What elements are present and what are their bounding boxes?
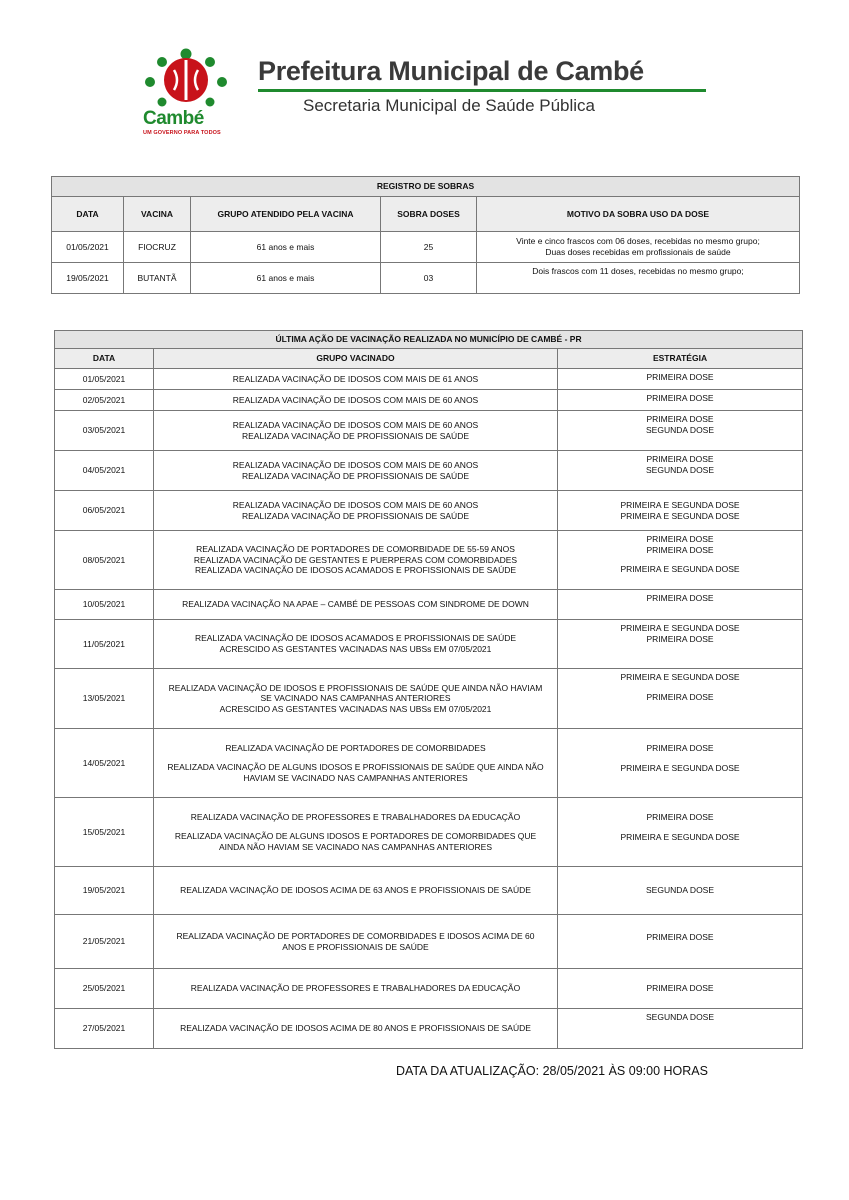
logo-slogan: UM GOVERNO PARA TODOS xyxy=(143,130,221,136)
line-spacer xyxy=(561,774,799,783)
cell-grupo xyxy=(154,390,558,411)
cell-data: 03/05/2021 xyxy=(55,411,154,451)
cell-line: ANOS E PROFISSIONAIS DE SAÚDE xyxy=(282,941,429,952)
cell-line: REALIZADA VACINAÇÃO DE IDOSOS COM MAIS DE 61 ANOS xyxy=(232,373,479,384)
cell-line: SEGUNDA DOSE xyxy=(646,885,715,896)
cell-line: PRIMEIRA DOSE xyxy=(646,414,714,424)
cell-grupo xyxy=(154,531,558,590)
cell-grupo: 61 anos e mais xyxy=(191,263,381,294)
logo-emblem-icon xyxy=(140,48,232,110)
cell-data: 19/05/2021 xyxy=(52,263,124,294)
cell-data: 21/05/2021 xyxy=(55,915,154,969)
title-divider xyxy=(258,89,706,92)
cell-data: 06/05/2021 xyxy=(55,491,154,531)
cell-line: Duas doses recebidas em profissionais de saúde xyxy=(545,247,731,257)
cell-line: REALIZADA VACINAÇÃO NA APAE – CAMBÉ DE PESSOAS COM SINDROME DE DOWN xyxy=(182,599,529,610)
table-row xyxy=(55,590,803,620)
cell-line: PRIMEIRA DOSE xyxy=(646,812,714,823)
cell-line: PRIMEIRA DOSE xyxy=(646,691,714,702)
line-spacer xyxy=(561,754,799,763)
cell-data: 04/05/2021 xyxy=(55,451,154,491)
acoes-vacinacao-table xyxy=(54,330,803,1049)
cell-estrategia xyxy=(558,867,803,915)
cell-data: 01/05/2021 xyxy=(55,369,154,390)
cell-estrategia xyxy=(558,669,803,729)
line-spacer xyxy=(157,753,554,762)
column-header: MOTIVO DA SOBRA USO DA DOSE xyxy=(477,197,800,232)
table-row xyxy=(55,620,803,669)
cell-line: REALIZADA VACINAÇÃO DE IDOSOS COM MAIS DE 60 ANOS xyxy=(232,499,479,510)
table-row xyxy=(55,369,803,390)
table-row xyxy=(55,390,803,411)
cell-line: PRIMEIRA E SEGUNDA DOSE xyxy=(620,623,740,633)
cell-line: PRIMEIRA DOSE xyxy=(646,454,714,464)
column-header: ESTRATÉGIA xyxy=(558,349,803,369)
line-spacer xyxy=(157,822,554,831)
registro-sobras-table xyxy=(51,176,800,294)
table-row xyxy=(55,867,803,915)
cell-line: PRIMEIRA DOSE xyxy=(646,593,714,603)
cell-line: REALIZADA VACINAÇÃO DE PROFESSORES E TRABALHADORES DA EDUCAÇÃO xyxy=(190,983,521,994)
cell-line: SE VACINADO NAS CAMPANHAS ANTERIORES xyxy=(260,693,451,704)
cell-line: AINDA NÃO HAVIAM SE VACINADO NAS CAMPANHAS ANTERIORES xyxy=(218,841,492,852)
cell-line: REALIZADA VACINAÇÃO DE PROFISSIONAIS DE SAÚDE xyxy=(241,510,470,521)
cell-data: 10/05/2021 xyxy=(55,590,154,620)
cell-estrategia xyxy=(558,620,803,669)
cell-line: REALIZADA VACINAÇÃO DE ALGUNS IDOSOS E PROFISSIONAIS DE SAÚDE QUE AINDA NÃO xyxy=(167,762,544,773)
line-spacer xyxy=(561,843,799,852)
cell-line: SEGUNDA DOSE xyxy=(646,1012,715,1022)
cell-grupo xyxy=(154,669,558,729)
cell-data: 11/05/2021 xyxy=(55,620,154,669)
cell-line: PRIMEIRA E SEGUNDA DOSE xyxy=(620,672,740,682)
cell-sobra: 25 xyxy=(381,232,477,263)
line-spacer xyxy=(561,683,799,692)
cell-line: REALIZADA VACINAÇÃO DE IDOSOS E PROFISSIONAIS DE SAÚDE QUE AINDA NÃO HAVIAM xyxy=(168,682,543,693)
cell-data: 08/05/2021 xyxy=(55,531,154,590)
table-row xyxy=(55,915,803,969)
cell-line: SEGUNDA DOSE xyxy=(646,464,715,475)
cell-line: REALIZADA VACINAÇÃO DE IDOSOS COM MAIS DE 60 ANOS xyxy=(232,419,479,430)
table-row xyxy=(55,729,803,798)
cell-line: PRIMEIRA DOSE xyxy=(646,534,714,544)
cell-line: REALIZADA VACINAÇÃO DE IDOSOS ACAMADOS E PROFISSIONAIS DE SAÚDE xyxy=(194,565,517,576)
table-row xyxy=(55,1009,803,1049)
cell-estrategia xyxy=(558,590,803,620)
column-header: GRUPO VACINADO xyxy=(154,349,558,369)
cell-line: ACRESCIDO AS GESTANTES VACINADAS NAS UBSs EM 07/05/2021 xyxy=(219,644,492,654)
cell-grupo xyxy=(154,411,558,451)
cell-line: Dois frascos com 11 doses, recebidas no mesmo grupo; xyxy=(532,266,744,276)
cell-sobra: 03 xyxy=(381,263,477,294)
table-row xyxy=(55,411,803,451)
cell-grupo xyxy=(154,915,558,969)
cell-line: PRIMEIRA DOSE xyxy=(646,372,714,382)
line-spacer xyxy=(561,823,799,832)
cell-grupo xyxy=(154,620,558,669)
cell-grupo xyxy=(154,798,558,867)
cell-data: 27/05/2021 xyxy=(55,1009,154,1049)
cell-estrategia xyxy=(558,915,803,969)
table-title: REGISTRO DE SOBRAS xyxy=(52,177,800,197)
line-spacer xyxy=(561,555,799,564)
cell-data: 19/05/2021 xyxy=(55,867,154,915)
cell-grupo xyxy=(154,969,558,1009)
cambe-logo xyxy=(140,48,232,140)
update-timestamp: DATA DA ATUALIZAÇÃO: 28/05/2021 ÀS 09:00 HORAS xyxy=(396,1064,708,1078)
table-title: ÚLTIMA AÇÃO DE VACINAÇÃO REALIZADA NO MUNICÍPIO DE CAMBÉ - PR xyxy=(55,331,803,349)
cell-grupo xyxy=(154,369,558,390)
cell-data: 14/05/2021 xyxy=(55,729,154,798)
column-header: VACINA xyxy=(124,197,191,232)
cell-line: REALIZADA VACINAÇÃO DE PROFESSORES E TRABALHADORES DA EDUCAÇÃO xyxy=(190,811,521,822)
table-row xyxy=(55,669,803,729)
page-header xyxy=(140,48,720,143)
cell-estrategia xyxy=(558,798,803,867)
cell-line: PRIMEIRA DOSE xyxy=(646,633,714,644)
table-row xyxy=(55,798,803,867)
cell-line: ACRESCIDO AS GESTANTES VACINADAS NAS UBSs EM 07/05/2021 xyxy=(219,703,492,714)
cell-line: REALIZADA VACINAÇÃO DE PORTADORES DE COMORBIDADES E IDOSOS ACIMA DE 60 xyxy=(176,930,535,941)
cell-line: PRIMEIRA DOSE xyxy=(646,931,714,942)
cell-line: REALIZADA VACINAÇÃO DE IDOSOS COM MAIS DE 60 ANOS xyxy=(232,459,479,470)
cell-estrategia xyxy=(558,531,803,590)
column-header: DATA xyxy=(55,349,154,369)
cell-estrategia xyxy=(558,1009,803,1049)
cell-line: Vinte e cinco frascos com 06 doses, recebidas no mesmo grupo; xyxy=(516,236,760,247)
cell-estrategia xyxy=(558,390,803,411)
cell-line: REALIZADA VACINAÇÃO DE IDOSOS ACAMADOS E PROFISSIONAIS DE SAÚDE xyxy=(194,633,517,644)
cell-data: 01/05/2021 xyxy=(52,232,124,263)
page-subtitle: Secretaria Municipal de Saúde Pública xyxy=(303,96,596,115)
cell-line: PRIMEIRA E SEGUNDA DOSE xyxy=(620,564,740,575)
table-row xyxy=(52,263,800,294)
cell-grupo xyxy=(154,729,558,798)
cell-line: REALIZADA VACINAÇÃO DE IDOSOS COM MAIS DE 60 ANOS xyxy=(232,394,479,405)
cell-estrategia xyxy=(558,369,803,390)
table-row xyxy=(55,451,803,491)
cell-data: 13/05/2021 xyxy=(55,669,154,729)
cell-data: 25/05/2021 xyxy=(55,969,154,1009)
cell-line: PRIMEIRA DOSE xyxy=(646,983,714,994)
cell-grupo xyxy=(154,867,558,915)
table-row xyxy=(55,491,803,531)
cell-line: PRIMEIRA E SEGUNDA DOSE xyxy=(620,763,740,773)
cell-line: REALIZADA VACINAÇÃO DE PORTADORES DE COMORBIDADES xyxy=(225,742,486,753)
cell-line: PRIMEIRA E SEGUNDA DOSE xyxy=(620,510,740,521)
cell-line: REALIZADA VACINAÇÃO DE PROFISSIONAIS DE SAÚDE xyxy=(241,470,470,481)
cell-estrategia xyxy=(558,729,803,798)
table-row xyxy=(55,969,803,1009)
cell-vacina: BUTANTÃ xyxy=(124,263,191,294)
cell-line: PRIMEIRA DOSE xyxy=(646,544,714,555)
cell-line: PRIMEIRA DOSE xyxy=(646,743,714,754)
cell-line: REALIZADA VACINAÇÃO DE PORTADORES DE COMORBIDADE DE 55-59 ANOS xyxy=(196,544,515,555)
cell-vacina: FIOCRUZ xyxy=(124,232,191,263)
cell-line: REALIZADA VACINAÇÃO DE PROFISSIONAIS DE SAÚDE xyxy=(241,430,470,441)
cell-grupo xyxy=(154,451,558,491)
cell-line: REALIZADA VACINAÇÃO DE GESTANTES E PUERPERAS COM COMORBIDADES xyxy=(193,554,518,565)
cell-line: SEGUNDA DOSE xyxy=(646,424,715,435)
column-header: SOBRA DOSES xyxy=(381,197,477,232)
cell-data: 02/05/2021 xyxy=(55,390,154,411)
cell-line: PRIMEIRA E SEGUNDA DOSE xyxy=(620,832,740,842)
cell-line: PRIMEIRA E SEGUNDA DOSE xyxy=(620,499,740,510)
cell-estrategia xyxy=(558,451,803,491)
cell-motivo xyxy=(477,263,800,294)
page-title: Prefeitura Municipal de Cambé xyxy=(258,56,644,86)
cell-data: 15/05/2021 xyxy=(55,798,154,867)
line-spacer xyxy=(561,942,799,951)
cell-line: REALIZADA VACINAÇÃO DE ALGUNS IDOSOS E PORTADORES DE COMORBIDADES QUE xyxy=(174,831,537,842)
cell-estrategia xyxy=(558,411,803,451)
column-header: GRUPO ATENDIDO PELA VACINA xyxy=(191,197,381,232)
cell-grupo xyxy=(154,590,558,620)
cell-line: PRIMEIRA DOSE xyxy=(646,393,714,403)
column-header: DATA xyxy=(52,197,124,232)
cell-motivo xyxy=(477,232,800,263)
cell-line: REALIZADA VACINAÇÃO DE IDOSOS ACIMA DE 80 ANOS E PROFISSIONAIS DE SAÚDE xyxy=(180,1023,531,1034)
cell-grupo: 61 anos e mais xyxy=(191,232,381,263)
cell-estrategia xyxy=(558,491,803,531)
cell-estrategia xyxy=(558,969,803,1009)
cell-line: REALIZADA VACINAÇÃO DE IDOSOS ACIMA DE 63 ANOS E PROFISSIONAIS DE SAÚDE xyxy=(180,885,531,896)
table-row xyxy=(55,531,803,590)
table-row xyxy=(52,232,800,263)
cell-grupo xyxy=(154,491,558,531)
cell-line: HAVIAM SE VACINADO NAS CAMPANHAS ANTERIORES xyxy=(243,772,468,783)
logo-word: Cambé xyxy=(143,108,204,129)
cell-grupo xyxy=(154,1009,558,1049)
